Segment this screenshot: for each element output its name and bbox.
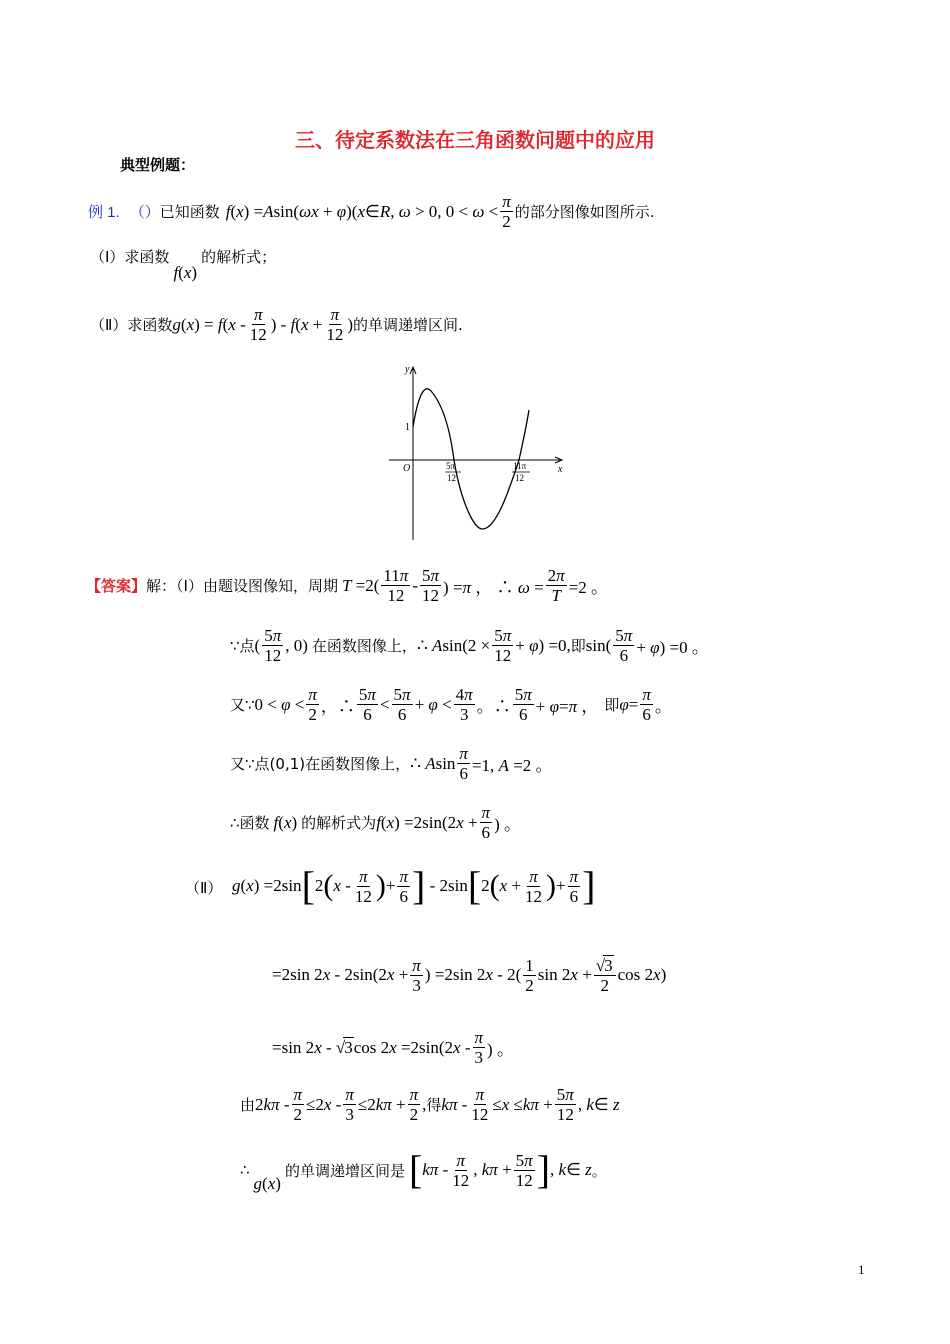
example-statement: [88, 192, 655, 231]
x-tick1-den: 12: [447, 473, 456, 483]
x-tick2-den: 12: [515, 473, 524, 483]
part1-tail: 的解析式；: [201, 248, 277, 266]
answer-line-4: 又∵点(0,1)在函数图像上， ∴ Asin $\frac{\pi}{6}$ =1, A =2 。: [230, 744, 553, 783]
answer-line-1: 【答案】 解：（Ⅰ）由题设图像知，周期 T =2( $\frac{11\pi}{12}$ - $\frac{5\pi}{12}$ ) =π ， ∴ ω = $\frac{2\pi}{T}$ =2 。: [86, 566, 609, 605]
example-label: 例 1.: [88, 204, 120, 221]
x-tick2-num: 11π: [513, 461, 527, 471]
answer-line-2: ∵点 ( $\frac{5\pi}{12}$ , 0) 在函数图像上， ∴ Asin(2 × $\frac{5\pi}{12}$ + φ) =0, 即 sin( $\frac{5\pi}{6}$ + φ) =0 。: [230, 626, 709, 665]
part2-label: （Ⅱ）求函数: [90, 316, 173, 334]
page-title: 三、待定系数法在三角函数问题中的应用: [295, 128, 655, 152]
x-axis-label: x: [558, 464, 563, 475]
answer-line-3: 又∵ 0 < φ < $\frac{\pi}{2}$ ，∴ $\frac{5\pi}{6}$ < $\frac{5\pi}{6}$ + φ < $\frac{4\pi}{3}$ 。∴ $\frac{5\pi}{6}$ + φ=π ， 即 φ= $\frac{\pi}{6}$ 。: [230, 685, 672, 724]
section-subheading: 典型例题：: [120, 156, 196, 174]
sine-curve: [413, 389, 529, 529]
answer-line-10: ∴ g(x) 的单调递增区间是 [ kπ - $\frac{\pi}{12}$ , kπ + $\frac{5\pi}{12}$ ] , k∈ z 。: [240, 1147, 607, 1193]
answer-line-5: ∴函数 f(x) 的解析式为 f(x) =2sin(2x + $\frac{\pi}{6}$ ) 。: [230, 803, 521, 842]
example-paren: （）: [129, 203, 160, 221]
part2-tail: 的单调递增区间.: [353, 316, 463, 334]
example-intro: 已知函数: [159, 203, 220, 221]
y-axis-label: y: [405, 364, 410, 375]
answer-line-7: =2sin 2x - 2sin(2x + $\frac{\pi}{3}$ ) =2sin 2x - 2( $\frac{1}{2}$ sin 2x + $\frac{√3}{2}$ cos 2x): [272, 955, 667, 995]
example-condition-tail: 的部分图像如图所示.: [514, 203, 655, 221]
answer-line-9: 由 2kπ - $\frac{\pi}{2}$ ≤2x - $\frac{\pi}{3}$ ≤2kπ + $\frac{\pi}{2}$ , 得 kπ - $\frac{\pi}{12}$ ≤x ≤kπ + $\frac{5\pi}{12}$ , k∈ z: [240, 1085, 620, 1124]
part-1-question: （Ⅰ）求函数 f(x) 的解析式；: [90, 248, 277, 282]
fraction: $\frac{\pi}{2}$: [502, 192, 511, 231]
page-number: 1: [858, 1262, 865, 1277]
answer-line-8: =sin 2x - √3cos 2x =2sin(2x - $\frac{\pi}{3}$ ) 。: [272, 1028, 514, 1067]
y-tick-label: 1: [405, 422, 410, 433]
x-tick1-num: 5π: [446, 461, 456, 471]
origin-label: O: [403, 463, 411, 474]
answer-tag: 【答案】: [86, 577, 147, 595]
part-2-question: （Ⅱ）求函数 g(x) = f(x - $\frac{\pi}{12}$ ) - f(x + $\frac{\pi}{12}$ ) 的单调递增区间.: [90, 305, 463, 344]
part1-label: （Ⅰ）求函数: [90, 248, 170, 266]
answer-part2-label: （Ⅱ）: [185, 879, 223, 897]
answer-line-6: g(x) =2sin [ 2 ( x - $\frac{\pi}{12}$ ) + $\frac{\pi}{6}$ ] - 2sin [ 2 ( x + $\frac{\pi}{12}$ ) + $\frac{\pi}{6}$ ]: [232, 863, 596, 908]
sine-graph: [385, 362, 570, 544]
function-definition: f(x) =Asin(ωx + φ)(x∈R, ω > 0, 0 < ω <: [225, 201, 499, 221]
